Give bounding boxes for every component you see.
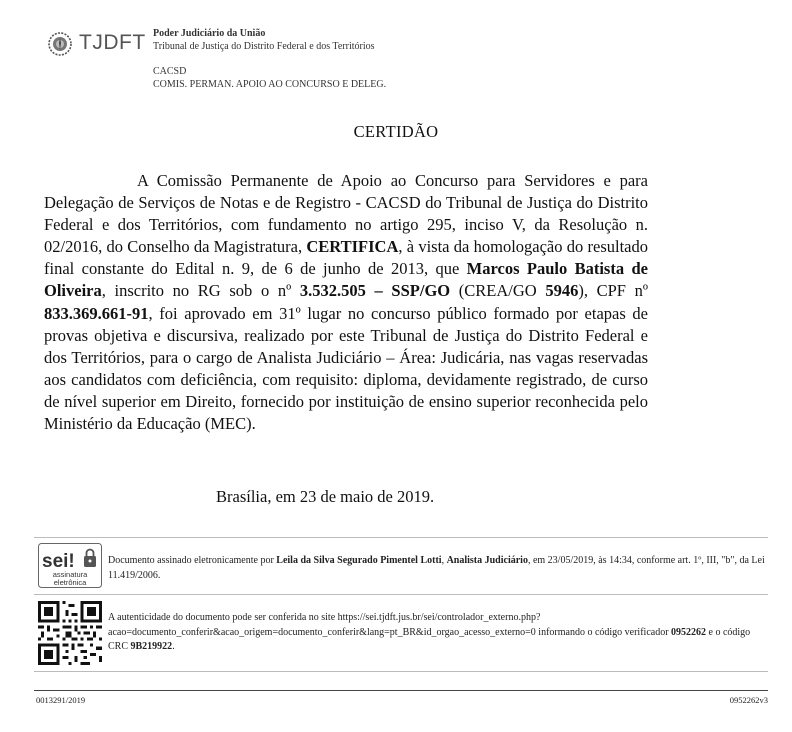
signature-text-3: , em 23/05/2019, às 14:34, conforme art. 1º, III, "b", da Lei 11.419/2006. bbox=[108, 555, 765, 581]
certifica-keyword: CERTIFICA bbox=[306, 237, 399, 257]
signer-name: Leila da Silva Segurado Pimentel Lotti bbox=[276, 555, 442, 566]
body-text-2: , à vista da homologação do resultado final constante do Edital n. 9, de 6 de junho de 2013, que bbox=[44, 237, 648, 279]
certificate-body bbox=[44, 170, 648, 435]
signature-text-2: , bbox=[441, 555, 447, 566]
verifier-code: 0952262 bbox=[671, 626, 707, 638]
body-text-1: A Comissão Permanente de Apoio ao Concurso para Servidores e para Delegação de Serviços de Notas e de Registro - CACSD do Tribunal de Justiça do Distrito Federal e dos Territórios, com fundamento no artigo 295, inciso V, da Resolução n. 02/2016, do Conselho da Magistratura, bbox=[44, 171, 648, 257]
crea-number: 5946 bbox=[545, 281, 579, 301]
sei-caption-2: eletrônica bbox=[53, 578, 87, 587]
crc-code: 9B219922 bbox=[130, 641, 173, 652]
divider bbox=[34, 594, 768, 595]
authenticity-notice bbox=[108, 611, 768, 655]
sei-logo-text: sei! bbox=[42, 551, 75, 572]
document-title: CERTIDÃO bbox=[353, 122, 439, 141]
body-text-3: , inscrito no RG sob o nº bbox=[101, 281, 300, 301]
signer-role: Analista Judiciário bbox=[446, 555, 528, 566]
dept-acronym: CACSD bbox=[153, 66, 187, 77]
divider bbox=[34, 671, 768, 672]
process-number: 0013291/2019 bbox=[36, 695, 86, 705]
signature-text-1: Documento assinado eletronicamente por bbox=[108, 555, 277, 566]
authenticity-text-1: A autenticidade do documento pode ser conferida no site https://sei.tjdft.jus.br/sei/controlador_externo.php?acao=documento_conferir&acao_origem=documento_conferir&lang=pt_BR&id_orgao_acesso_externo=0 informando o código verificador bbox=[108, 612, 672, 638]
divider bbox=[34, 537, 768, 538]
footer-divider bbox=[34, 690, 768, 691]
rg-number: 3.532.505 – SSP/GO bbox=[299, 281, 451, 301]
body-text-4: (CREA/GO bbox=[450, 281, 546, 301]
document-header bbox=[46, 24, 766, 94]
org-name: Poder Judiciário da União bbox=[153, 28, 266, 39]
authenticity-text-2: e o código CRC bbox=[108, 626, 751, 652]
signature-notice bbox=[108, 553, 768, 583]
candidate-name: Marcos Paulo Batista de Oliveira bbox=[44, 259, 648, 301]
qr-code-icon bbox=[38, 601, 102, 665]
coat-of-arms-icon bbox=[48, 32, 72, 56]
sei-caption-1: assinatura bbox=[52, 570, 88, 579]
authenticity-text-3: . bbox=[172, 641, 175, 652]
court-name: Tribunal de Justiça do Distrito Federal e dos Territórios bbox=[153, 41, 375, 52]
tjdft-logo: TJDFT bbox=[79, 31, 146, 54]
dept-name: COMIS. PERMAN. APOIO AO CONCURSO E DELEG. bbox=[153, 79, 387, 90]
document-code: 0952262v3 bbox=[729, 695, 768, 705]
body-text-5: ), CPF nº bbox=[578, 281, 648, 301]
sei-signature-badge bbox=[38, 543, 102, 588]
place-date: Brasília, em 23 de maio de 2019. bbox=[216, 487, 435, 506]
body-text-6: , foi aprovado em 31º lugar no concurso público formado por etapas de provas objetiva e discursiva, realizado por este Tribunal de Justiça do Distrito Federal e dos Territórios, para o cargo de Analista Judiciário – Área: Judicária, nas vagas reservadas aos candidatos com deficiência, com requisito: diploma, devidamente registrado, de curso de nível superior em Direito, fornecido por instituição de ensino superior reconhecida pelo Ministério da Educação (MEC). bbox=[44, 303, 648, 434]
cpf-number: 833.369.661-91 bbox=[44, 303, 149, 323]
